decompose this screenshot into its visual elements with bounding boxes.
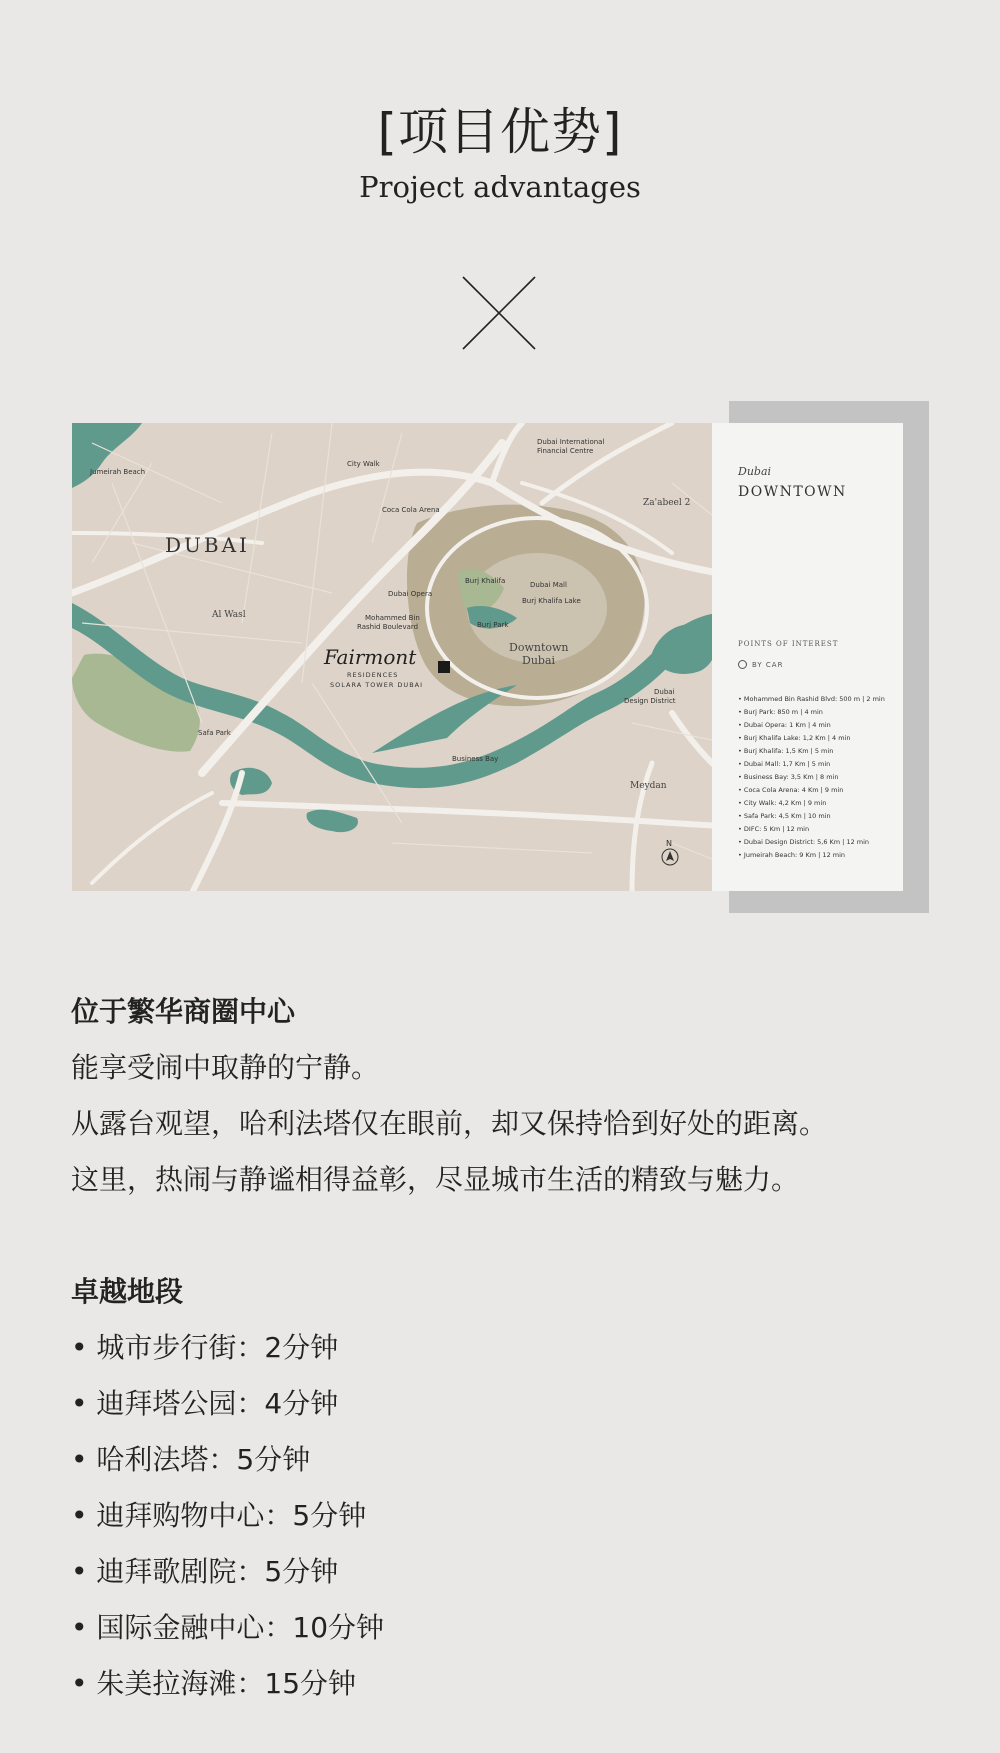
panel-area: DOWNTOWN bbox=[738, 484, 847, 500]
map-label-burj-khalifa: Burj Khalifa bbox=[465, 577, 506, 585]
page-title: [项目优势] bbox=[377, 103, 623, 161]
cross-divider-icon bbox=[462, 276, 536, 350]
map-label-mbr-2: Rashid Boulevard bbox=[357, 623, 419, 631]
map-label-mbr-1: Mohammed Bin bbox=[365, 614, 420, 622]
location-item: • 迪拜购物中心：5分钟 bbox=[71, 1499, 367, 1532]
poi-item: • Business Bay: 3,5 Km | 8 min bbox=[738, 771, 885, 784]
poi-item: • Safa Park: 4,5 Km | 10 min bbox=[738, 810, 885, 823]
car-icon bbox=[738, 660, 747, 669]
section1-heading: 位于繁华商圈中心 bbox=[71, 995, 296, 1028]
brand-line-1: RESIDENCES bbox=[347, 671, 399, 679]
location-item: • 迪拜塔公园：4分钟 bbox=[71, 1387, 339, 1420]
brand-line-2: SOLARA TOWER DUBAI bbox=[330, 681, 424, 689]
poi-item: • Jumeirah Beach: 9 Km | 12 min bbox=[738, 849, 885, 862]
map-label-jumeirah-beach: Jumeirah Beach bbox=[90, 468, 146, 476]
page-subtitle: Project advantages bbox=[359, 170, 641, 204]
poi-item: • Burj Khalifa: 1,5 Km | 5 min bbox=[738, 745, 885, 758]
map-label-city: DUBAI bbox=[165, 533, 250, 557]
poi-item: • Burj Khalifa Lake: 1,2 Km | 4 min bbox=[738, 732, 885, 745]
section1-line: 这里，热闹与静谧相得益彰，尽显城市生活的精致与魅力。 bbox=[71, 1163, 800, 1196]
map-label-city-walk: City Walk bbox=[347, 460, 380, 468]
map-label-dubai-mall: Dubai Mall bbox=[530, 581, 567, 589]
map-label-downtown-1: Downtown bbox=[509, 641, 569, 654]
panel-poi-title: POINTS OF INTEREST bbox=[738, 640, 839, 648]
poi-list bbox=[738, 693, 885, 862]
map-label-business-bay: Business Bay bbox=[452, 755, 499, 763]
map-label-downtown-2: Dubai bbox=[522, 654, 556, 667]
map-label-burj-khalifa-lake: Burj Khalifa Lake bbox=[522, 597, 581, 605]
panel-city: Dubai bbox=[738, 465, 772, 478]
map-label-coca-cola: Coca Cola Arena bbox=[382, 506, 440, 514]
poi-item: • City Walk: 4,2 Km | 9 min bbox=[738, 797, 885, 810]
poi-item: • Dubai Mall: 1,7 Km | 5 min bbox=[738, 758, 885, 771]
map-label-difc-2: Financial Centre bbox=[537, 447, 594, 455]
location-item: • 城市步行街：2分钟 bbox=[71, 1331, 339, 1364]
poi-item: • Burj Park: 850 m | 4 min bbox=[738, 706, 885, 719]
section1-line: 能享受闹中取静的宁静。 bbox=[71, 1051, 380, 1084]
map-label-dubai-opera: Dubai Opera bbox=[388, 590, 433, 598]
section1-line: 从露台观望，哈利法塔仅在眼前，却又保持恰到好处的距离。 bbox=[71, 1107, 828, 1140]
location-item: • 国际金融中心：10分钟 bbox=[71, 1611, 385, 1644]
location-item: • 朱美拉海滩：15分钟 bbox=[71, 1667, 357, 1700]
poi-item: • Mohammed Bin Rashid Blvd: 500 m | 2 min bbox=[738, 693, 885, 706]
map-label-burj-park: Burj Park bbox=[477, 621, 509, 629]
poi-item: • Dubai Opera: 1 Km | 4 min bbox=[738, 719, 885, 732]
map-label-design-1: Dubai bbox=[654, 688, 675, 696]
north-label: N bbox=[666, 839, 672, 848]
location-item: • 迪拜歌剧院：5分钟 bbox=[71, 1555, 339, 1588]
map-label-difc-1: Dubai International bbox=[537, 438, 605, 446]
map-label-zaabeel: Za'abeel 2 bbox=[643, 498, 691, 508]
location-item: • 哈利法塔：5分钟 bbox=[71, 1443, 311, 1476]
map-label-meydan: Meydan bbox=[630, 781, 667, 791]
by-car-label: BY CAR bbox=[752, 660, 784, 669]
poi-item: • Coca Cola Arena: 4 Km | 9 min bbox=[738, 784, 885, 797]
map-label-design-2: Design District bbox=[624, 697, 676, 705]
map-label-al-wasl: Al Wasl bbox=[212, 610, 246, 620]
fairmont-logo: Fairmont bbox=[324, 645, 417, 669]
poi-item: • Dubai Design District: 5,6 Km | 12 min bbox=[738, 836, 885, 849]
poi-item: • DIFC: 5 Km | 12 min bbox=[738, 823, 885, 836]
section2-heading: 卓越地段 bbox=[71, 1275, 184, 1308]
map-label-safa-park: Safa Park bbox=[198, 729, 231, 737]
panel-by-car bbox=[738, 660, 783, 669]
